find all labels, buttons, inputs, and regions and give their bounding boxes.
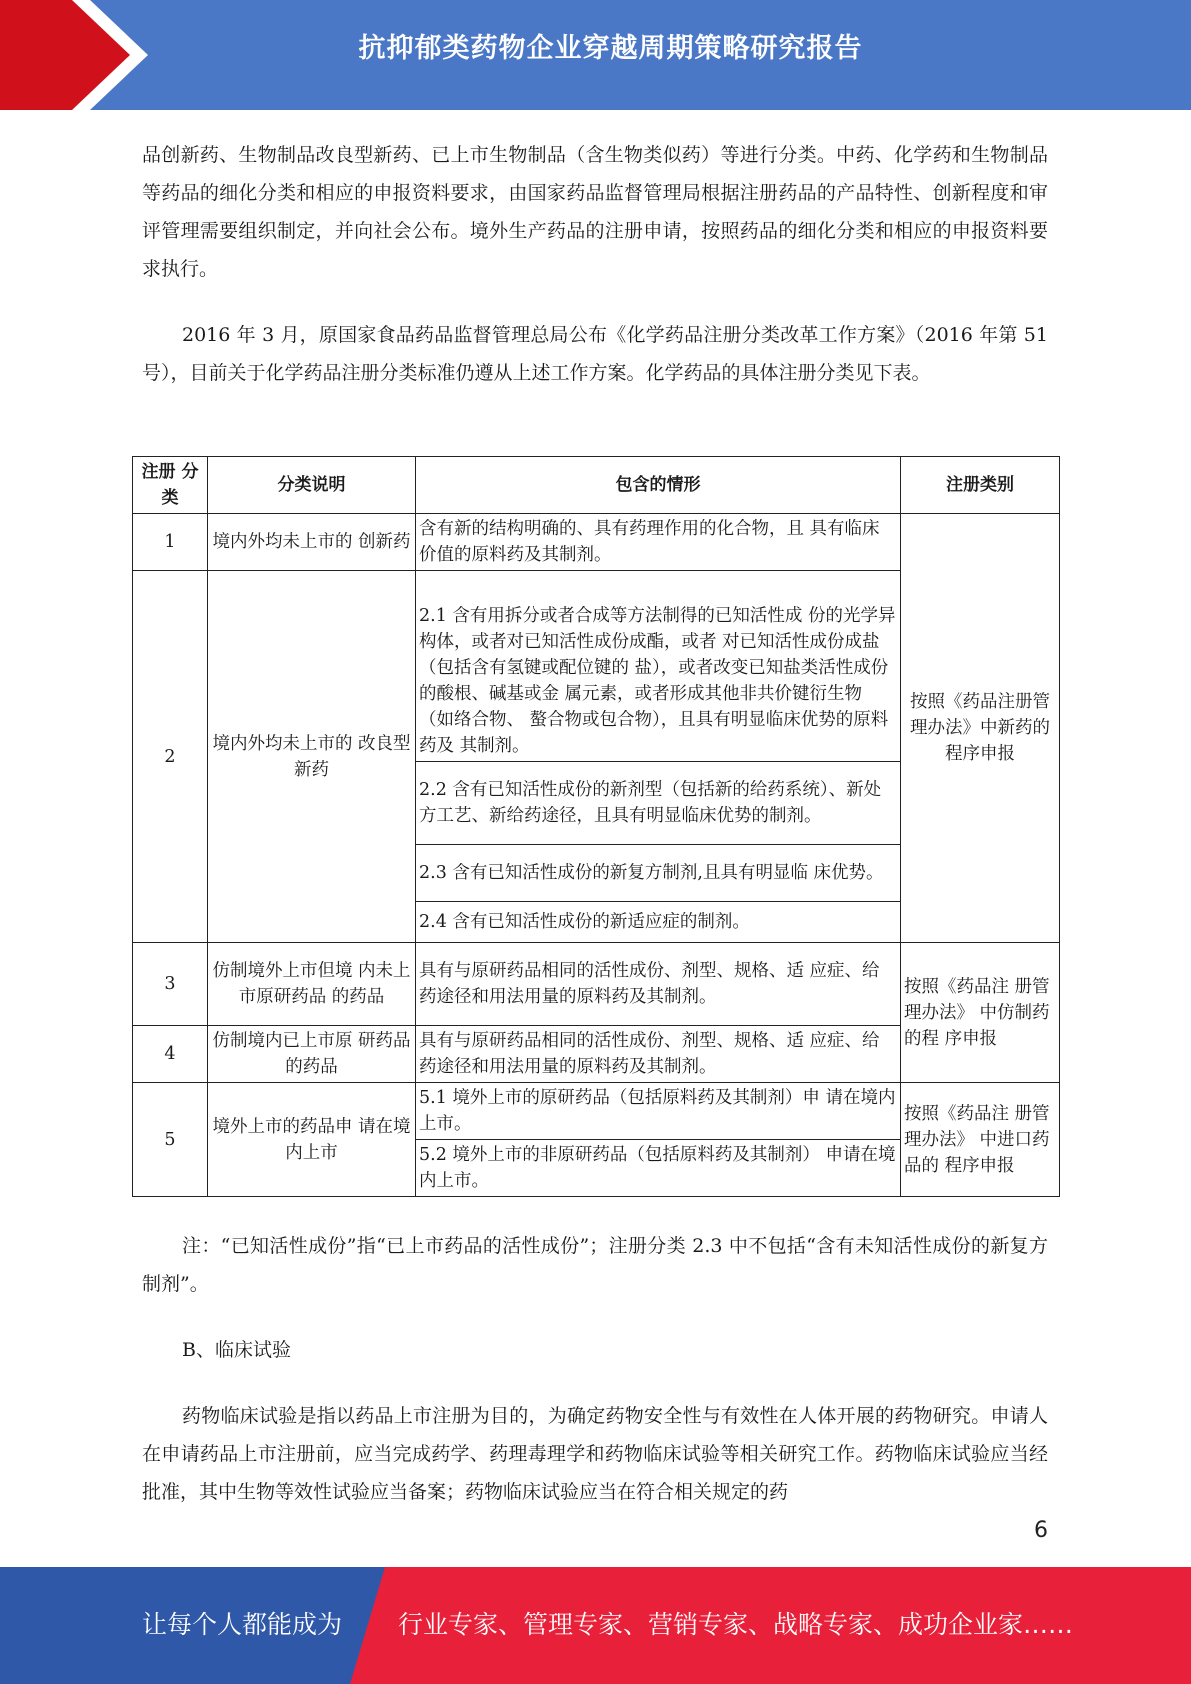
table-row xyxy=(133,943,1060,1026)
header-cases: 包含的情形 xyxy=(416,457,901,514)
table-header-row xyxy=(133,457,1060,514)
description-cell: 境外上市的药品申 请在境内上市 xyxy=(208,1083,416,1197)
category-cell: 3 xyxy=(133,943,208,1026)
reg-type-cell: 按照《药品注 册管理办法》 中进口药品的 程序申报 xyxy=(901,1083,1060,1197)
report-title: 抗抑郁类药物企业穿越周期策略研究报告 xyxy=(358,33,863,64)
description-cell: 仿制境内已上市原 研药品的药品 xyxy=(208,1026,416,1083)
description-cell: 境内外均未上市的 改良型新药 xyxy=(208,571,416,943)
header-category: 注册 分类 xyxy=(133,457,208,514)
table-note: 注：“已知活性成份”指“已上市药品的活性成份”；注册分类 2.3 中不包括“含有未知活性成份的新复方制剂”。 xyxy=(142,1235,1048,1295)
section-heading: B、临床试验 xyxy=(182,1339,291,1361)
page-header xyxy=(0,0,1191,110)
description-cell: 境内外均未上市的 创新药 xyxy=(208,514,416,571)
table-row xyxy=(133,1083,1060,1140)
category-cell: 2 xyxy=(133,571,208,943)
registration-table xyxy=(132,456,1060,1197)
reg-type-cell: 按照《药品注册管理办法》中新药的程序申报 xyxy=(901,514,1060,943)
category-cell: 4 xyxy=(133,1026,208,1083)
header-reg-type: 注册类别 xyxy=(901,457,1060,514)
intro-paragraph-2: 2016 年 3 月，原国家食品药品监督管理总局公布《化学药品注册分类改革工作方案》（2016 年第 51 号），目前关于化学药品注册分类标准仍遵从上述工作方案。化学药品的具体注册分类见下表。 xyxy=(142,324,1048,384)
table-row xyxy=(133,514,1060,571)
case-cell: 2.2 含有已知活性成份的新剂型（包括新的给药系统）、新处方工艺、新给药途径，且具有明显临床优势的制剂。 xyxy=(416,762,901,845)
category-cell: 5 xyxy=(133,1083,208,1197)
after-table-section xyxy=(142,1227,1048,1511)
category-cell: 1 xyxy=(133,514,208,571)
case-cell: 含有新的结构明确的、具有药理作用的化合物，且 具有临床价值的原料药及其制剂。 xyxy=(416,514,901,571)
header-description: 分类说明 xyxy=(208,457,416,514)
clinical-paragraph: 药物临床试验是指以药品上市注册为目的，为确定药物安全性与有效性在人体开展的药物研究。申请人在申请药品上市注册前，应当完成药学、药理毒理学和药物临床试验等相关研究工作。药物临床试验应当经批准，其中生物等效性试验应当备案；药物临床试验应当在符合相关规定的药 xyxy=(142,1405,1048,1503)
case-cell: 2.4 含有已知活性成份的新适应症的制剂。 xyxy=(416,902,901,943)
page-number: 6 xyxy=(1034,1518,1048,1543)
reg-type-cell: 按照《药品注 册管理办法》 中仿制药的程 序申报 xyxy=(901,943,1060,1083)
case-cell: 5.2 境外上市的非原研药品（包括原料药及其制剂） 申请在境内上市。 xyxy=(416,1140,901,1197)
description-cell: 仿制境外上市但境 内未上市原研药品 的药品 xyxy=(208,943,416,1026)
intro-paragraph-1: 品创新药、生物制品改良型新药、已上市生物制品（含生物类似药）等进行分类。中药、化学药和生物制品等药品的细化分类和相应的申报资料要求，由国家药品监督管理局根据注册药品的产品特性、创新程度和审评管理需要组织制定，并向社会公布。境外生产药品的注册申请，按照药品的细化分类和相应的申报资料要求执行。 xyxy=(142,144,1048,280)
footer-slogan-left: 让每个人都能成为 xyxy=(142,1610,343,1639)
case-cell: 5.1 境外上市的原研药品（包括原料药及其制剂）申 请在境内上市。 xyxy=(416,1083,901,1140)
page-footer xyxy=(0,1567,1191,1684)
footer-slogan-right: 行业专家、管理专家、营销专家、战略专家、成功企业家…… xyxy=(398,1610,1074,1639)
case-cell: 具有与原研药品相同的活性成份、剂型、规格、适 应症、给药途径和用法用量的原料药及其制剂。 xyxy=(416,943,901,1026)
case-cell: 2.3 含有已知活性成份的新复方制剂,且具有明显临 床优势。 xyxy=(416,845,901,902)
case-cell: 具有与原研药品相同的活性成份、剂型、规格、适 应症、给药途径和用法用量的原料药及其制剂。 xyxy=(416,1026,901,1083)
intro-section xyxy=(142,136,1048,392)
case-cell: 2.1 含有用拆分或者合成等方法制得的已知活性成 份的光学异构体，或者对已知活性成份成酯，或者 对已知活性成份成盐（包括含有氢键或配位键的 盐），或者改变已知盐类活性成份的酸根、碱基或金 属元素，或者形成其他非共价键衍生物（如络合物、 螯合物或包合物），且具有明显临床优势的原料药及 其制剂。 xyxy=(416,571,901,762)
